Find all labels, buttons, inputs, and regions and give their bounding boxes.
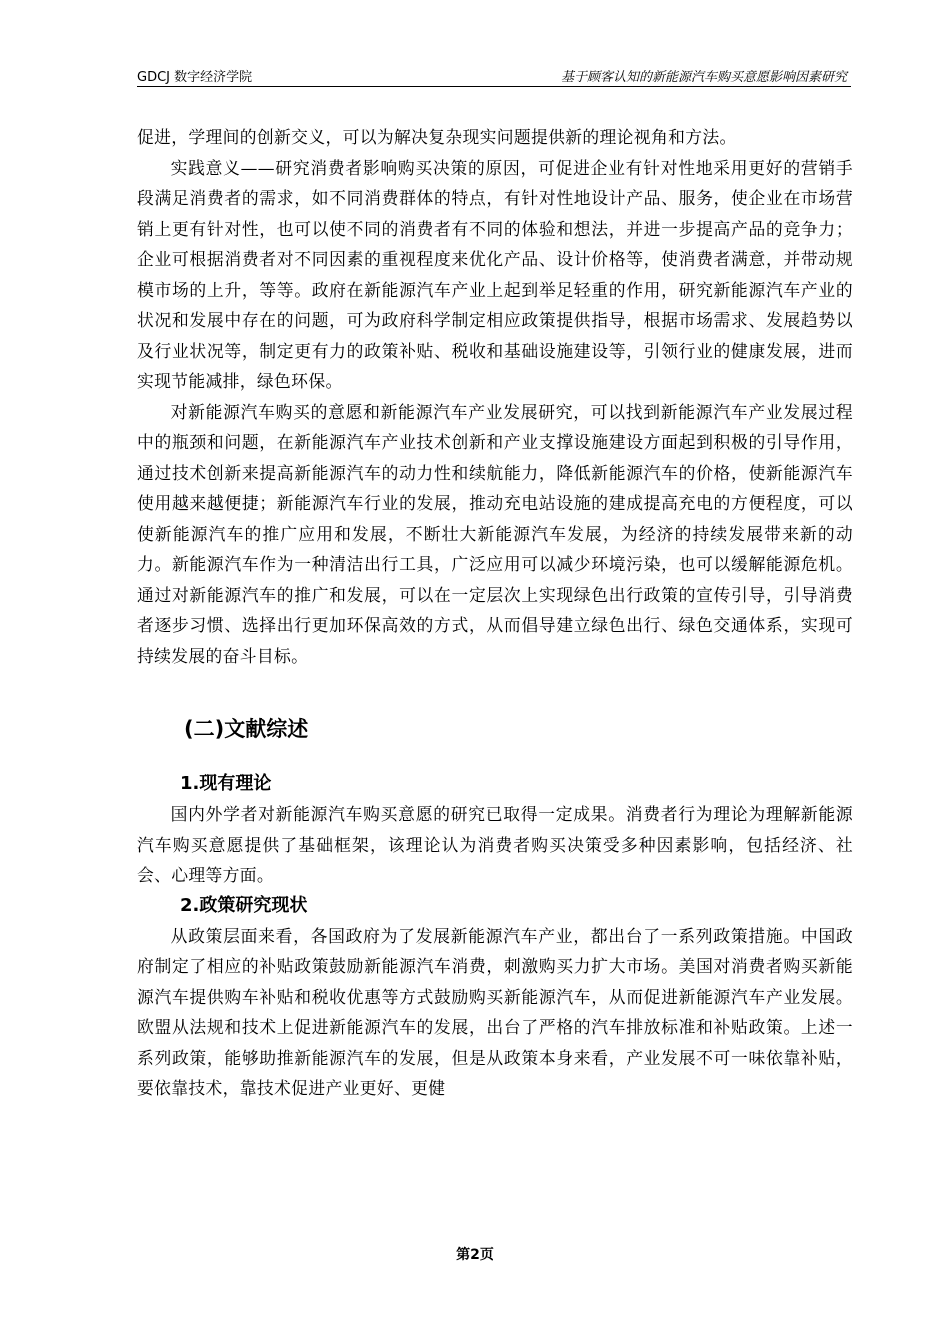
subsection-heading-existing-theory: 1.现有理论: [180, 773, 272, 794]
paragraph-policy-research: 从政策层面来看，各国政府为了发展新能源汽车产业，都出台了一系列政策措施。中国政府制定了相应的补贴政策鼓励新能源汽车消费，刺激购买力扩大市场。美国对消费者购买新能源汽车提供购车补贴和税收优惠等方式鼓励购买新能源汽车，从而促进新能源汽车产业发展。欧盟从法规和技术上促进新能源汽车的发展，出台了严格的汽车排放标准和补贴政策。上述一系列政策，能够助推新能源汽车的发展，但是从政策本身来看，产业发展不可一味依靠补贴，要依靠技术，靠技术促进产业更好、更健: [137, 925, 853, 1098]
paragraph-practical-significance: 实践意义——研究消费者影响购买决策的原因，可促进企业有针对性地采用更好的营销手段满足消费者的需求，如不同消费群体的特点，有针对性地设计产品、服务，使企业在市场营销上更有针对性，也可以使不同的消费者有不同的体验和想法，并进一步提高产品的竞争力；企业可根据消费者对不同因素的重视程度来优化产品、设计价格等，使消费者满意，并带动规模市场的上升，等等。政府在新能源汽车产业上起到举足轻重的作用，研究新能源汽车产业的状况和发展中存在的问题，可为政府科学制定相应政策提供指导，根据市场需求、发展趋势以及行业状况等，制定更有力的政策补贴、税收和基础设施建设等，引领行业的健康发展，进而实现节能减排，绿色环保。: [137, 157, 853, 391]
header-institution: GDCJ 数字经济学院: [137, 70, 253, 85]
page-header: [137, 64, 851, 87]
page-number: 第2页: [456, 1247, 494, 1263]
header-paper-title: 基于顾客认知的新能源汽车购买意愿影响因素研究: [560, 70, 847, 85]
subsection-heading-policy-research: 2.政策研究现状: [180, 894, 308, 916]
paragraph-existing-theory: 国内外学者对新能源汽车购买意愿的研究已取得一定成果。消费者行为理论为理解新能源汽车购买意愿提供了基础框架，该理论认为消费者购买决策受多种因素影响，包括经济、社会、心理等方面。: [137, 804, 853, 885]
paragraph-industry-development: 对新能源汽车购买的意愿和新能源汽车产业发展研究，可以找到新能源汽车产业发展过程中的瓶颈和问题，在新能源汽车产业技术创新和产业支撑设施建设方面起到积极的引导作用，通过技术创新来提高新能源汽车的动力性和续航能力，降低新能源汽车的价格，使新能源汽车使用越来越便捷；新能源汽车行业的发展，推动充电站设施的建成提高充电的方便程度，可以使新能源汽车的推广应用和发展，不断壮大新能源汽车发展，为经济的持续发展带来新的动力。新能源汽车作为一种清洁出行工具，广泛应用可以减少环境污染，也可以缓解能源危机。通过对新能源汽车的推广和发展，可以在一定层次上实现绿色出行政策的宣传引导，引导消费者逐步习惯、选择出行更加环保高效的方式，从而倡导建立绿色出行、绿色交通体系，实现可持续发展的奋斗目标。: [137, 401, 853, 666]
section-heading-literature-review: (二)文献综述: [184, 717, 309, 741]
paragraph-continuation: 促进，学理间的创新交义，可以为解决复杂现实问题提供新的理论视角和方法。: [137, 127, 737, 147]
page-body: [137, 122, 853, 1104]
